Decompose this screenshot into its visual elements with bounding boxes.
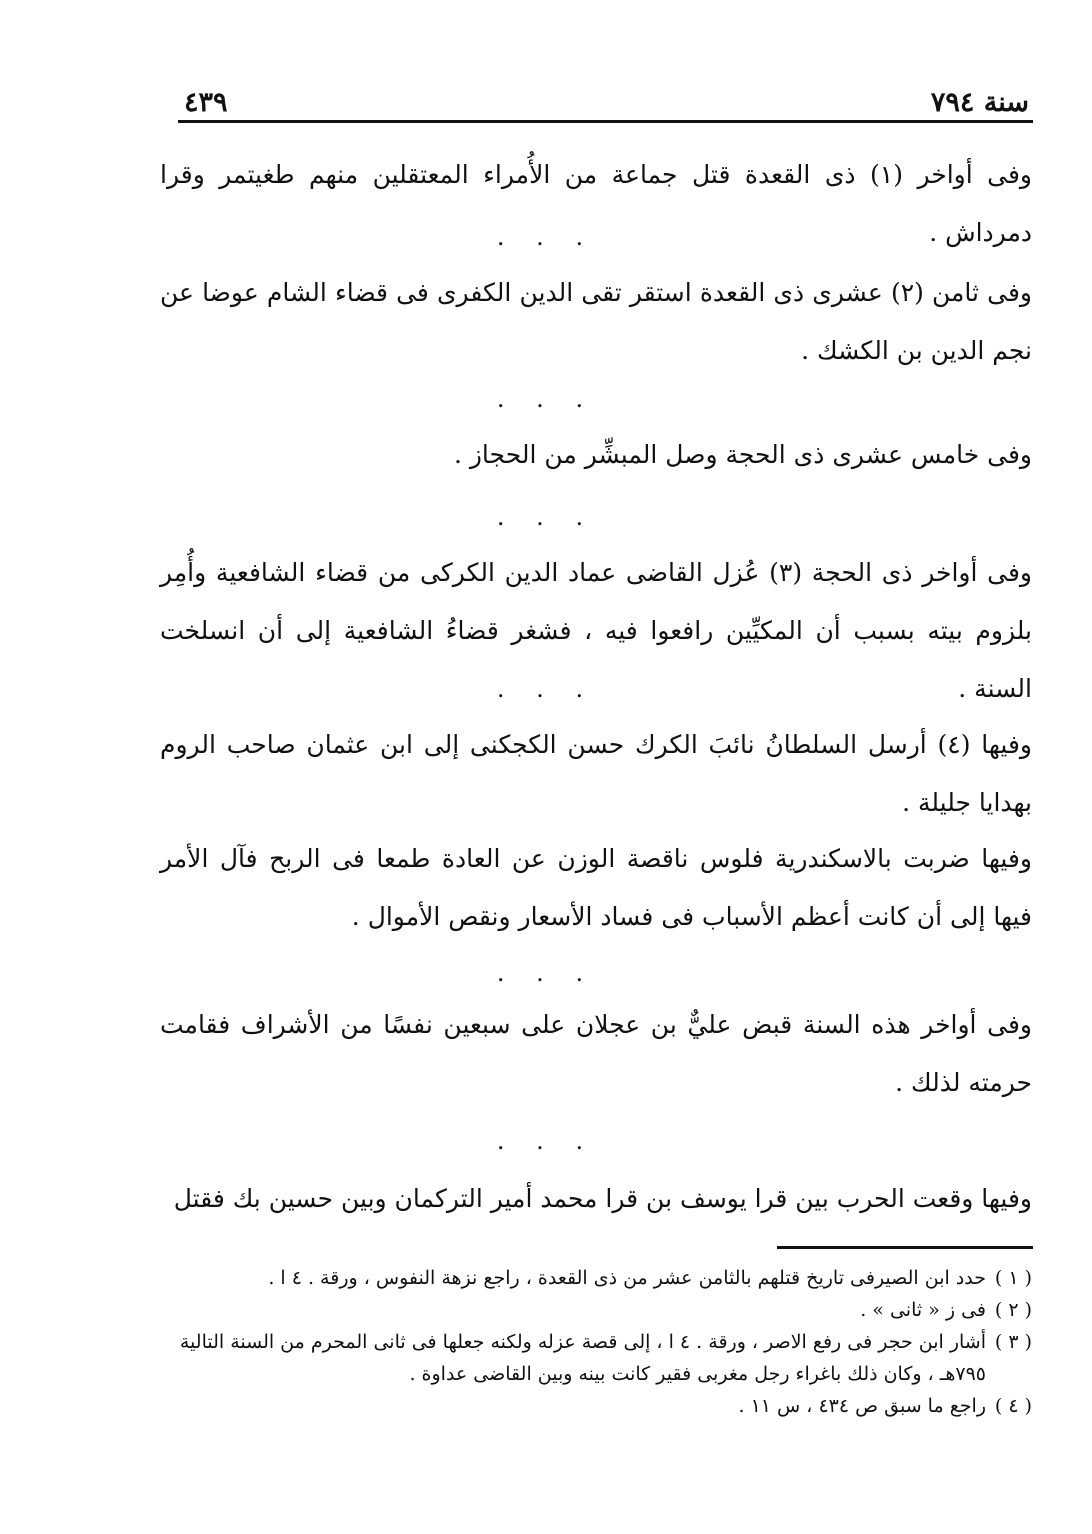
footnote-text: حدد ابن الصيرفى تاريخ قتلهم بالثامن عشر من ذى القعدة ، راجع نزهة النفوس ، ورقة . ٤ ا . [268,1267,986,1289]
paragraph-5: وفيها (٤) أرسل السلطانُ نائبَ الكرك حسن الكجكنى إلى ابن عثمان صاحب الروم بهدايا جليلة . [160,730,1032,817]
header-rule [178,120,1033,123]
running-title-year: سنة ٧٩٤ [930,87,1029,118]
paragraph-6: وفيها ضربت بالاسكندرية فلوس ناقصة الوزن عن العادة طمعا فى الربح فآل الأمر فيها إلى أن كانت أعظم الأسباب فى فساد الأسعار ونقص الأموال . [160,844,1032,931]
footnote-number: ( ٣ ) [994,1331,1032,1353]
section-separator-6: . . . [496,1127,596,1155]
page-number: ٤٣٩ [184,87,228,118]
footnote-text: فى ز « ثانى » . [860,1299,986,1321]
footnote-4 [160,1390,1032,1422]
section-separator-2: . . . [496,385,596,413]
section-separator-1: . . . [496,223,596,251]
paragraph-8: وفيها وقعت الحرب بين قرا يوسف بن قرا محمد أمير التركمان وبين حسين بك فقتل [173,1184,1032,1213]
footnote-number: ( ١ ) [994,1267,1032,1289]
footnote-2 [160,1294,1032,1326]
section-separator-4: . . . [496,675,596,703]
section-separator-5: . . . [496,959,596,987]
footnote-text: أشار ابن حجر فى رفع الاصر ، ورقة . ٤ ا ، إلى قصة عزله ولكنه جعلها فى ثانى المحرم من السنة التالية ٧٩٥هـ ، وكان ذلك باغراء رجل مغربى فقير كانت بينه وبين القاضى عداوة . [179,1331,986,1385]
footnote-1 [160,1262,1032,1294]
footnote-text: راجع ما سبق ص ٤٣٤ ، س ١١ . [738,1395,986,1417]
footnote-3 [160,1326,1032,1390]
footnote-number: ( ٢ ) [994,1299,1032,1321]
paragraph-2: وفى ثامن (٢) عشرى ذى القعدة استقر تقى الدين الكفرى فى قضاء الشام عوضا عن نجم الدين بن الكشك . [160,278,1032,365]
paragraph-4: وفى أواخر ذى الحجة (٣) عُزل القاضى عماد الدين الكركى من قضاء الشافعية وأُمِر بلزوم بيته بسبب أن المكيِّين رافعوا فيه ، فشغر قضاءُ الشافعية إلى أن انسلخت السنة . [160,558,1033,703]
footnote-number: ( ٤ ) [994,1395,1032,1417]
paragraph-3: وفى خامس عشرى ذى الحجة وصل المبشِّر من الحجاز . [453,440,1032,469]
paragraph-1: وفى أواخر (١) ذى القعدة قتل جماعة من الأُمراء المعتقلين منهم طغيتمر وقرا دمرداش . [160,160,1032,247]
footnotes [160,1262,1032,1422]
page-header [178,78,1033,118]
section-separator-3: . . . [496,503,596,531]
footnote-rule [777,1246,1033,1249]
paragraph-7: وفى أواخر هذه السنة قبض عليٌّ بن عجلان على سبعين نفسًا من الأشراف فقامت حرمته لذلك . [160,1010,1032,1097]
